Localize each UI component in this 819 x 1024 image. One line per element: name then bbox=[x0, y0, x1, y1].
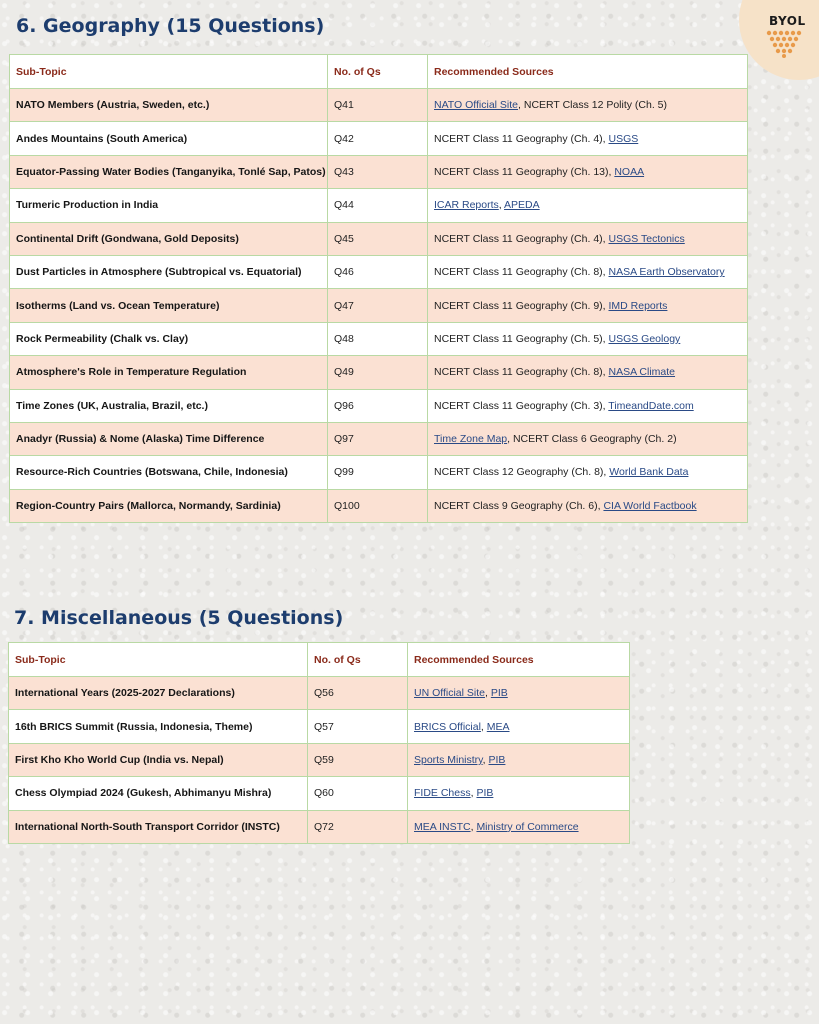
source-link[interactable]: FIDE Chess bbox=[414, 787, 471, 800]
source-link[interactable]: Time Zone Map bbox=[434, 433, 508, 446]
source-text: NCERT Class 11 Geography (Ch. 3), bbox=[434, 399, 609, 412]
source-link[interactable]: ICAR Reports bbox=[434, 199, 499, 212]
source-link[interactable]: PIB bbox=[488, 753, 506, 766]
source-text: NCERT Class 11 Geography (Ch. 4), bbox=[434, 132, 609, 145]
miscellaneous-section-title: 7. Miscellaneous (5 Questions) bbox=[14, 607, 344, 629]
table-row bbox=[10, 122, 748, 155]
sources-cell bbox=[408, 810, 630, 843]
subtopic-cell: Dust Particles in Atmosphere (Subtropical vs. Equatorial) bbox=[10, 255, 328, 288]
subtopic-cell: Region-Country Pairs (Mallorca, Normandy, Sardinia) bbox=[10, 489, 328, 522]
header-sources: Recommended Sources bbox=[408, 643, 630, 677]
source-text: NCERT Class 11 Geography (Ch. 5), bbox=[434, 332, 609, 345]
source-link[interactable]: PIB bbox=[476, 787, 494, 800]
sources-cell bbox=[428, 255, 748, 288]
source-text: NCERT Class 11 Geography (Ch. 13), bbox=[434, 165, 615, 178]
header-subtopic: Sub-Topic bbox=[9, 643, 308, 677]
question-number-cell: Q41 bbox=[328, 89, 428, 122]
sources-cell bbox=[408, 677, 630, 710]
subtopic-cell: Resource-Rich Countries (Botswana, Chile, Indonesia) bbox=[10, 456, 328, 489]
source-link[interactable]: USGS Geology bbox=[608, 332, 681, 345]
subtopic-cell: Chess Olympiad 2024 (Gukesh, Abhimanyu Mishra) bbox=[9, 777, 308, 810]
source-text: , bbox=[470, 787, 477, 800]
sources-cell bbox=[428, 322, 748, 355]
source-text: NCERT Class 11 Geography (Ch. 8), bbox=[434, 266, 609, 279]
subtopic-cell: Equator-Passing Water Bodies (Tanganyika, Tonlé Sap, Patos) bbox=[10, 155, 328, 188]
source-link[interactable]: USGS Tectonics bbox=[608, 232, 685, 245]
table-row bbox=[10, 222, 748, 255]
source-text: , bbox=[485, 687, 491, 700]
question-number-cell: Q45 bbox=[328, 222, 428, 255]
sources-cell bbox=[428, 222, 748, 255]
subtopic-cell: Time Zones (UK, Australia, Brazil, etc.) bbox=[10, 389, 328, 422]
subtopic-cell: Anadyr (Russia) & Nome (Alaska) Time Difference bbox=[10, 422, 328, 455]
question-number-cell: Q97 bbox=[328, 422, 428, 455]
question-number-cell: Q46 bbox=[328, 255, 428, 288]
sources-cell bbox=[428, 356, 748, 389]
question-number-cell: Q48 bbox=[328, 322, 428, 355]
table-row bbox=[10, 389, 748, 422]
logo-text: BYOL bbox=[769, 14, 806, 28]
question-number-cell: Q42 bbox=[328, 122, 428, 155]
question-number-cell: Q43 bbox=[328, 155, 428, 188]
table-header-row bbox=[9, 643, 630, 677]
source-link[interactable]: IMD Reports bbox=[608, 299, 668, 312]
source-text: , bbox=[498, 199, 505, 212]
source-text: , bbox=[470, 820, 477, 833]
subtopic-cell: First Kho Kho World Cup (India vs. Nepal) bbox=[9, 743, 308, 776]
sources-cell bbox=[428, 189, 748, 222]
table-row bbox=[9, 777, 630, 810]
source-text: NCERT Class 11 Geography (Ch. 8), bbox=[434, 366, 609, 379]
question-number-cell: Q56 bbox=[308, 677, 408, 710]
source-link[interactable]: UN Official Site bbox=[414, 687, 485, 700]
source-link[interactable]: MEA INSTC bbox=[414, 820, 471, 833]
source-text: , bbox=[482, 753, 489, 766]
source-link[interactable]: BRICS Official bbox=[414, 720, 481, 733]
table-row bbox=[9, 710, 630, 743]
table-row bbox=[10, 489, 748, 522]
question-number-cell: Q57 bbox=[308, 710, 408, 743]
source-link[interactable]: Ministry of Commerce bbox=[476, 820, 579, 833]
source-link[interactable]: NASA Climate bbox=[608, 366, 676, 379]
miscellaneous-table bbox=[8, 642, 630, 844]
source-link[interactable]: PIB bbox=[490, 687, 508, 700]
question-number-cell: Q100 bbox=[328, 489, 428, 522]
question-number-cell: Q59 bbox=[308, 743, 408, 776]
source-text: , NCERT Class 6 Geography (Ch. 2) bbox=[507, 433, 677, 446]
subtopic-cell: 16th BRICS Summit (Russia, Indonesia, Theme) bbox=[9, 710, 308, 743]
table-row bbox=[10, 89, 748, 122]
source-link[interactable]: USGS bbox=[608, 132, 639, 145]
header-num-qs: No. of Qs bbox=[308, 643, 408, 677]
sources-cell bbox=[408, 777, 630, 810]
question-number-cell: Q47 bbox=[328, 289, 428, 322]
sources-cell bbox=[428, 389, 748, 422]
header-sources: Recommended Sources bbox=[428, 55, 748, 89]
question-number-cell: Q72 bbox=[308, 810, 408, 843]
question-number-cell: Q44 bbox=[328, 189, 428, 222]
geography-table bbox=[9, 54, 748, 523]
header-subtopic: Sub-Topic bbox=[10, 55, 328, 89]
source-text: NCERT Class 12 Geography (Ch. 8), bbox=[434, 466, 610, 479]
subtopic-cell: Turmeric Production in India bbox=[10, 189, 328, 222]
sources-cell bbox=[408, 743, 630, 776]
source-link[interactable]: NATO Official Site bbox=[434, 99, 519, 112]
subtopic-cell: International Years (2025-2027 Declarations) bbox=[9, 677, 308, 710]
table-row bbox=[10, 155, 748, 188]
table-row bbox=[9, 743, 630, 776]
header-num-qs: No. of Qs bbox=[328, 55, 428, 89]
subtopic-cell: Rock Permeability (Chalk vs. Clay) bbox=[10, 322, 328, 355]
source-link[interactable]: CIA World Factbook bbox=[603, 499, 697, 512]
source-link[interactable]: MEA bbox=[486, 720, 510, 733]
pyramid-logo-icon bbox=[766, 30, 802, 58]
table-row bbox=[10, 422, 748, 455]
sources-cell bbox=[428, 489, 748, 522]
sources-cell bbox=[428, 122, 748, 155]
subtopic-cell: Andes Mountains (South America) bbox=[10, 122, 328, 155]
question-number-cell: Q96 bbox=[328, 389, 428, 422]
source-link[interactable]: Sports Ministry bbox=[414, 753, 483, 766]
question-number-cell: Q49 bbox=[328, 356, 428, 389]
table-row bbox=[10, 255, 748, 288]
subtopic-cell: Isotherms (Land vs. Ocean Temperature) bbox=[10, 289, 328, 322]
table-row bbox=[10, 356, 748, 389]
source-link[interactable]: NASA Earth Observatory bbox=[608, 266, 725, 279]
question-number-cell: Q99 bbox=[328, 456, 428, 489]
source-link[interactable]: TimeandDate.com bbox=[608, 399, 694, 412]
table-row bbox=[9, 677, 630, 710]
question-number-cell: Q60 bbox=[308, 777, 408, 810]
sources-cell bbox=[408, 710, 630, 743]
source-link[interactable]: World Bank Data bbox=[609, 466, 689, 479]
brand-logo bbox=[739, 0, 819, 80]
subtopic-cell: NATO Members (Austria, Sweden, etc.) bbox=[10, 89, 328, 122]
subtopic-cell: International North-South Transport Corridor (INSTC) bbox=[9, 810, 308, 843]
source-text: NCERT Class 11 Geography (Ch. 4), bbox=[434, 232, 609, 245]
sources-cell bbox=[428, 89, 748, 122]
source-text: , bbox=[480, 720, 487, 733]
subtopic-cell: Continental Drift (Gondwana, Gold Deposits) bbox=[10, 222, 328, 255]
sources-cell bbox=[428, 289, 748, 322]
table-row bbox=[10, 289, 748, 322]
table-header-row bbox=[10, 55, 748, 89]
source-link[interactable]: NOAA bbox=[614, 165, 645, 178]
subtopic-cell: Atmosphere's Role in Temperature Regulation bbox=[10, 356, 328, 389]
source-text: NCERT Class 9 Geography (Ch. 6), bbox=[434, 499, 604, 512]
table-row bbox=[10, 456, 748, 489]
sources-cell bbox=[428, 456, 748, 489]
source-text: NCERT Class 11 Geography (Ch. 9), bbox=[434, 299, 609, 312]
geography-section-title: 6. Geography (15 Questions) bbox=[16, 15, 325, 37]
source-link[interactable]: APEDA bbox=[504, 199, 540, 212]
table-row bbox=[9, 810, 630, 843]
source-text: , NCERT Class 12 Polity (Ch. 5) bbox=[518, 99, 668, 112]
sources-cell bbox=[428, 422, 748, 455]
sources-cell bbox=[428, 155, 748, 188]
table-row bbox=[10, 189, 748, 222]
table-row bbox=[10, 322, 748, 355]
